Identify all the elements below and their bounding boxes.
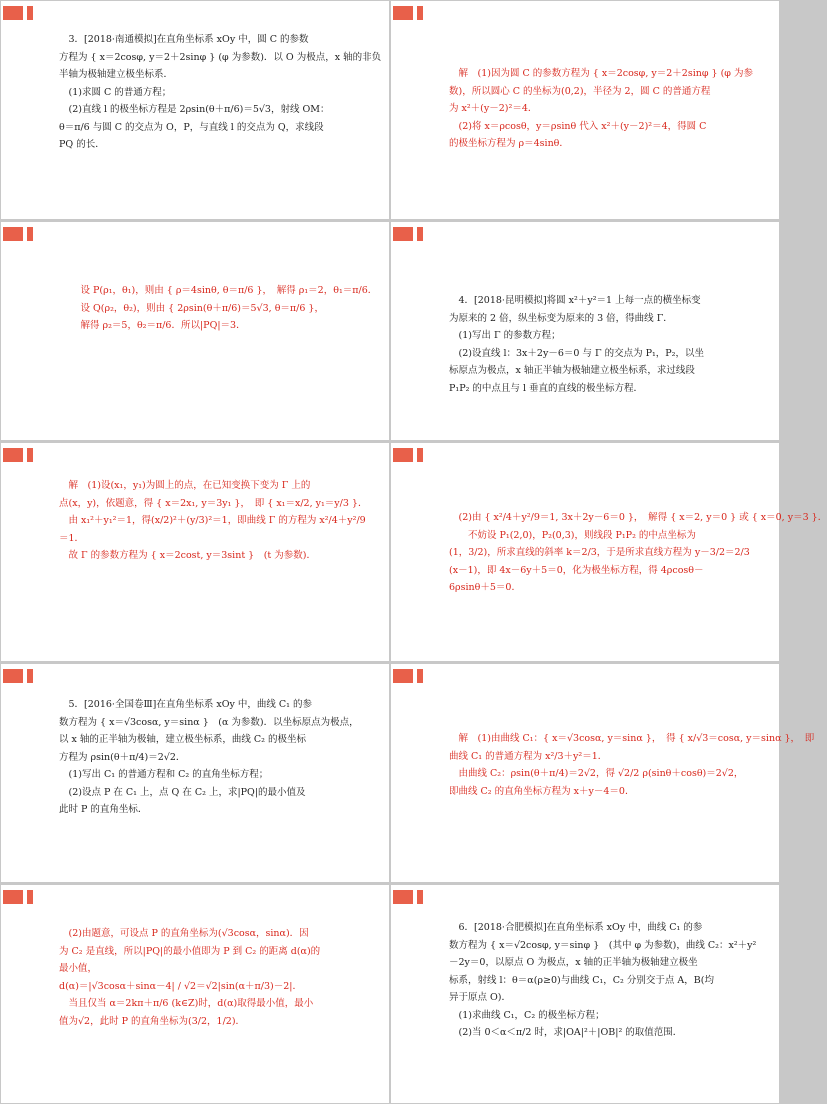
text-line: (1)写出 C₁ 的普通方程和 C₂ 的直角坐标方程； — [59, 769, 269, 780]
text-line: (2)将 x＝ρcosθ，y＝ρsinθ 代入 x²＋(y－2)²＝4，得圆 C — [449, 120, 707, 132]
text-line: 此时 P 的直角坐标． — [59, 804, 148, 815]
slide-tab-marker — [393, 448, 413, 462]
text-line: 即曲线 C₂ 的直角坐标方程为 x＋y－4＝0． — [449, 785, 635, 797]
text-line: 数)，所以圆心 C 的坐标为(0,2)，半径为 2，圆 C 的普通方程 — [449, 85, 711, 97]
text-line: 方程为 { x＝2cosφ, y＝2＋2sinφ } (φ 为参数)．以 O 为极点，x 轴的非负 — [59, 51, 382, 63]
slide-4 — [391, 222, 779, 440]
text-line: (x－1)，即 4x－6y＋5＝0，化为极坐标方程，得 4ρcosθ－ — [449, 564, 704, 576]
text-line: 4．[2018·昆明模拟]将圆 x²＋y²＝1 上每一点的横坐标变 — [449, 295, 701, 306]
text-line: (1)写出 Γ 的参数方程； — [449, 330, 561, 341]
slide-tab-marker-small — [417, 890, 423, 904]
slide-tab-marker-small — [417, 6, 423, 20]
slide-tab-marker-small — [417, 669, 423, 683]
slide-tab-marker — [3, 890, 23, 904]
text-line: 的极坐标方程为 ρ＝4sinθ． — [449, 138, 569, 149]
text-line: 故 Γ 的参数方程为 { x＝2cost, y＝3sint } (t 为参数)． — [59, 550, 316, 561]
slide-text — [59, 925, 320, 1030]
text-line: (1，3/2)，所求直线的斜率 k＝2/3，于是所求直线方程为 y－3/2＝2/3 — [449, 547, 750, 558]
slide-3 — [1, 222, 389, 440]
slide-tab-marker — [3, 6, 23, 20]
slide-tab-marker-small — [27, 6, 33, 20]
text-line: 最小值， — [59, 963, 98, 974]
text-line: 解 (1)由曲线 C₁：{ x＝√3cosα, y＝sinα }， 得 { x/√3＝cosα, y＝sinα }， 即 — [449, 733, 815, 744]
text-line: (1)求曲线 C₁，C₂ 的极坐标方程； — [449, 1009, 605, 1021]
text-line: 数方程为 { x＝√2cosφ, y＝sinφ } (其中 φ 为参数)，曲线 C₂：x²＋y² — [449, 939, 757, 951]
text-line: 数方程为 { x＝√3cosα, y＝sinα } (α 为参数)．以坐标原点为极点， — [59, 716, 359, 728]
slide-tab-marker — [393, 227, 413, 241]
text-line: θ＝π/6 与圆 C 的交点为 O，P，与直线 l 的交点为 Q，求线段 — [59, 121, 324, 133]
slide-tab-marker-small — [27, 890, 33, 904]
slide-1 — [1, 1, 389, 219]
slide-7 — [1, 664, 389, 882]
slide-8 — [391, 664, 815, 882]
text-line: d(α)＝|√3cosα＋sinα－4| / √2＝√2|sin(α＋π/3)－2|． — [59, 980, 302, 992]
text-line: (2)由题意，可设点 P 的直角坐标为(√3cosα，sinα)．因 — [59, 928, 309, 939]
text-line: 5．[2016·全国卷Ⅲ]在直角坐标系 xOy 中，曲线 C₁ 的参 — [59, 699, 312, 710]
text-line: 解得 ρ₂＝5，θ₂＝π/6．所以|PQ|＝3． — [71, 320, 246, 331]
text-line: 为原来的 2 倍，纵坐标变为原来的 3 倍，得曲线 Γ． — [449, 312, 673, 324]
slide-tab-marker-small — [417, 448, 423, 462]
slide-tab-marker-small — [27, 227, 33, 241]
slide-text — [449, 730, 814, 800]
text-line: 6ρsinθ＋5＝0． — [449, 582, 521, 593]
text-line: P₁P₂ 的中点且与 l 垂直的直线的极坐标方程． — [449, 382, 643, 394]
text-line: 值为√2，此时 P 的直角坐标为(3/2，1/2)． — [59, 1015, 246, 1027]
slide-tab-marker — [3, 227, 23, 241]
text-line: 设 Q(ρ₂，θ₂)，则由 { 2ρsin(θ＋π/6)＝5√3, θ＝π/6 }， — [71, 302, 324, 314]
text-line: (2)当 0＜α＜π/2 时，求|OA|²＋|OB|² 的取值范围． — [449, 1027, 683, 1038]
text-line: 半轴为极轴建立极坐标系． — [59, 69, 174, 80]
text-line: 不妨设 P₁(2,0)，P₂(0,3)，则线段 P₁P₂ 的中点坐标为 — [449, 529, 696, 541]
slide-tab-marker — [393, 6, 413, 20]
slide-tab-marker-small — [417, 227, 423, 241]
text-line: 当且仅当 α＝2kπ＋π/6 (k∈Z)时，d(α)取得最小值，最小 — [59, 998, 314, 1009]
text-line: 由曲线 C₂：ρsin(θ＋π/4)＝2√2，得 √2/2 ρ(sinθ＋cosθ)＝2√2， — [449, 768, 744, 779]
slide-5 — [1, 443, 389, 661]
text-line: 3．[2018·南通模拟]在直角坐标系 xOy 中，圆 C 的参数 — [59, 34, 309, 45]
text-line: ＝1． — [59, 532, 85, 544]
slide-text — [59, 696, 359, 819]
slide-10 — [391, 885, 779, 1103]
slide-tab-marker — [3, 448, 23, 462]
text-line: 设 P(ρ₁，θ₁)，则由 { ρ＝4sinθ, θ＝π/6 }， 解得 ρ₁＝2，θ₁＝π/6． — [71, 285, 378, 296]
text-line: 解 (1)因为圆 C 的参数方程为 { x＝2cosφ, y＝2＋2sinφ } (φ 为参 — [449, 68, 753, 79]
slide-text — [449, 292, 704, 397]
text-line: (2)设直线 l：3x＋2y－6＝0 与 Γ 的交点为 P₁，P₂，以坐 — [449, 347, 704, 359]
text-line: 6．[2018·合肥模拟]在直角坐标系 xOy 中，曲线 C₁ 的参 — [449, 922, 703, 933]
text-line: (2)设点 P 在 C₁ 上，点 Q 在 C₂ 上，求|PQ|的最小值及 — [59, 786, 306, 798]
slide-tab-marker — [3, 669, 23, 683]
text-line: －2y＝0，以原点 O 为极点，x 轴的正半轴为极轴建立极坐 — [449, 957, 698, 968]
text-line: 曲线 C₁ 的普通方程为 x²/3＋y²＝1． — [449, 750, 608, 762]
text-line: 为 x²＋(y－2)²＝4． — [449, 103, 538, 114]
slide-2 — [391, 1, 779, 219]
slide-tab-marker — [393, 669, 413, 683]
slide-text — [59, 477, 367, 565]
slide-text — [71, 282, 377, 335]
text-line: (2)由 { x²/4＋y²/9＝1, 3x＋2y－6＝0 }， 解得 { x＝2, y＝0 } 或 { x＝0, y＝3 }． — [449, 512, 827, 523]
text-line: 标系，射线 l：θ＝α(ρ≥0)与曲线 C₁，C₂ 分别交于点 A，B(均 — [449, 974, 714, 986]
text-line: 方程为 ρsin(θ＋π/4)＝2√2． — [59, 751, 186, 763]
slide-tab-marker-small — [27, 448, 33, 462]
text-line: (1)求圆 C 的普通方程； — [59, 86, 172, 98]
text-line: 标原点为极点，x 轴正半轴为极轴建立极坐标系，求过线段 — [449, 365, 695, 376]
slide-6 — [391, 443, 827, 661]
text-line: 以 x 轴的正半轴为极轴，建立极坐标系，曲线 C₂ 的极坐标 — [59, 734, 307, 745]
text-line: PQ 的长． — [59, 139, 105, 150]
slide-text — [59, 31, 381, 154]
slide-tab-marker — [393, 890, 413, 904]
text-line: 解 (1)设(x₁，y₁)为圆上的点，在已知变换下变为 Γ 上的 — [59, 480, 311, 491]
text-line: 点(x，y)，依题意，得 { x＝2x₁, y＝3y₁ }， 即 { x₁＝x/2, y₁＝y/3 }． — [59, 497, 368, 509]
text-line: 异于原点 O)． — [449, 992, 512, 1003]
text-line: 由 x₁²＋y₁²＝1，得(x/2)²＋(y/3)²＝1，即曲线 Γ 的方程为 x²/4＋y²/9 — [59, 515, 366, 526]
slide-9 — [1, 885, 389, 1103]
slide-text — [449, 509, 827, 597]
slide-text — [449, 65, 753, 153]
slide-text — [449, 919, 756, 1042]
text-line: 为 C₂ 是直线，所以|PQ|的最小值即为 P 到 C₂ 的距离 d(α)的 — [59, 945, 321, 957]
text-line: (2)直线 l 的极坐标方程是 2ρsin(θ＋π/6)＝5√3，射线 OM： — [59, 104, 330, 115]
slide-tab-marker-small — [27, 669, 33, 683]
